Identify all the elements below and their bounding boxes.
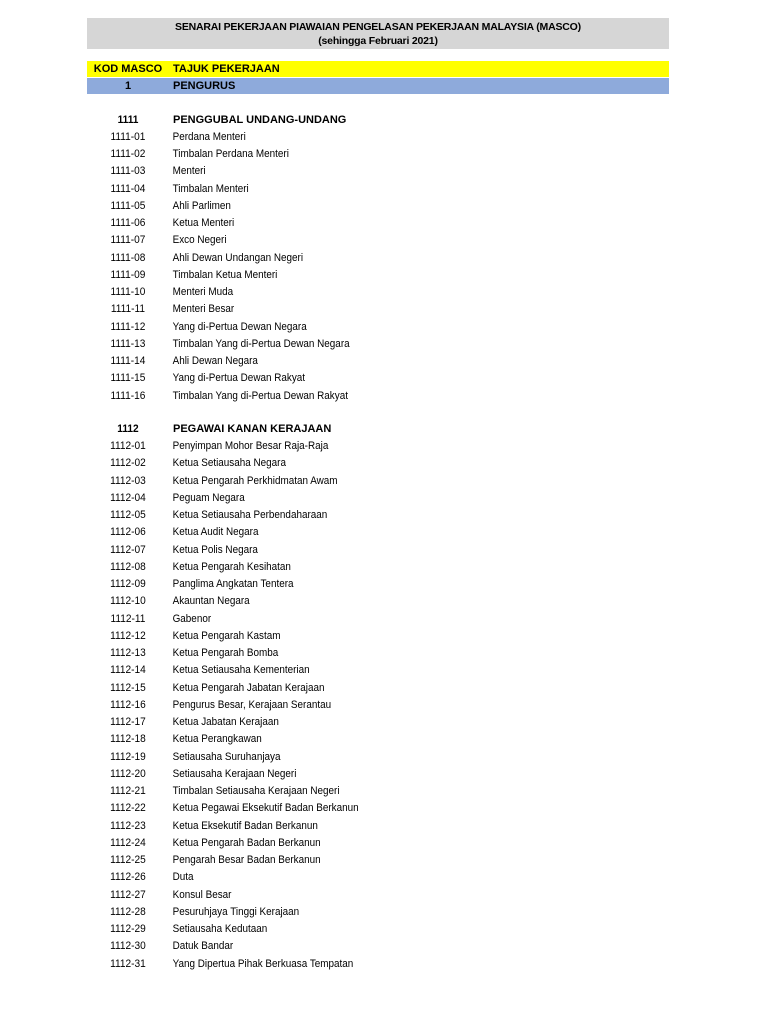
table-row [87, 765, 669, 782]
table-row [87, 506, 669, 523]
occupation-title: Setiausaha Suruhanjaya [172, 750, 281, 763]
table-row [87, 163, 669, 180]
table-row [87, 575, 669, 592]
occupation-code: 1111-11 [110, 303, 146, 316]
occupation-title: Ketua Setiausaha Perbendaharaan [172, 509, 328, 521]
masco-sheet [87, 18, 669, 972]
occupation-code: 1112-03 [110, 474, 146, 487]
occupation-title: Ketua Setiausaha Kementerian [172, 664, 310, 677]
table-row [87, 232, 669, 249]
occupation-groups [87, 94, 669, 972]
occupation-code: 1112-04 [110, 491, 146, 504]
occupation-title: Pengarah Besar Badan Berkanun [172, 854, 321, 866]
occupation-code: 1112-08 [110, 560, 146, 573]
occupation-title: Yang di-Pertua Dewan Negara [172, 320, 307, 333]
occupation-code: 1112-25 [110, 854, 146, 866]
major-group-row [87, 78, 669, 94]
occupation-title: Datuk Bandar [172, 940, 234, 953]
group-heading-row [87, 420, 669, 437]
group-spacer [87, 94, 669, 111]
occupation-code: 1112-18 [110, 733, 146, 746]
occupation-code: 1112-01 [110, 440, 146, 452]
occupation-title: Timbalan Menteri [172, 182, 249, 195]
occupation-code: 1112-02 [110, 457, 146, 470]
occupation-title: Akauntan Negara [172, 595, 250, 608]
table-row [87, 800, 669, 817]
column-header-code: KOD MASCO [93, 63, 163, 75]
occupation-title: Ketua Pengarah Jabatan Kerajaan [172, 681, 325, 694]
table-row [87, 782, 669, 799]
occupation-code: 1112-16 [110, 698, 146, 711]
table-row [87, 644, 669, 661]
table-row [87, 318, 669, 335]
table-row [87, 869, 669, 886]
occupation-title: Konsul Besar [172, 888, 232, 901]
occupation-code: 1112-31 [110, 957, 146, 970]
occupation-code: 1111-13 [110, 337, 146, 350]
table-row [87, 541, 669, 558]
table-row [87, 903, 669, 920]
occupation-code: 1112-10 [110, 595, 146, 608]
table-row [87, 696, 669, 713]
occupation-title: Ketua Setiausaha Negara [172, 457, 286, 470]
occupation-title: Ahli Dewan Negara [172, 355, 258, 368]
occupation-code: 1111-05 [110, 199, 146, 212]
occupation-code: 1111-03 [110, 165, 146, 178]
occupation-code: 1112-07 [110, 543, 146, 556]
document-title [87, 18, 669, 49]
occupation-code: 1112-24 [110, 836, 146, 849]
occupation-title: Gabenor [172, 612, 212, 625]
table-row [87, 180, 669, 197]
occupation-title: Peguam Negara [172, 491, 245, 504]
table-row [87, 558, 669, 575]
table-row [87, 817, 669, 834]
major-group-title: PENGURUS [173, 80, 236, 92]
occupation-title: Exco Negeri [172, 234, 227, 247]
occupation-title: Setiausaha Kerajaan Negeri [172, 767, 297, 780]
major-group-code: 1 [124, 80, 132, 92]
occupation-code: 1112-11 [110, 612, 146, 625]
occupation-code: 1112-29 [110, 923, 146, 935]
table-row [87, 283, 669, 300]
table-row [87, 370, 669, 387]
table-row [87, 145, 669, 162]
occupation-code: 1112-20 [110, 767, 146, 780]
table-row [87, 266, 669, 283]
table-row [87, 335, 669, 352]
table-row [87, 437, 669, 454]
occupation-code: 1112-21 [110, 785, 146, 797]
table-row [87, 955, 669, 972]
occupation-code: 1112-26 [110, 871, 146, 884]
occupation-code: 1112-09 [110, 578, 146, 590]
occupation-title: Timbalan Yang di-Pertua Dewan Negara [172, 337, 350, 350]
occupation-title: Ketua Jabatan Kerajaan [172, 716, 279, 728]
table-row [87, 593, 669, 610]
table-row [87, 662, 669, 679]
table-row [87, 128, 669, 145]
occupation-title: Timbalan Perdana Menteri [172, 148, 289, 161]
occupation-code: 1111-14 [110, 355, 146, 368]
occupation-title: Yang Dipertua Pihak Berkuasa Tempatan [172, 957, 354, 970]
occupation-title: Menteri Besar [172, 303, 235, 316]
occupation-code: 1111-01 [110, 130, 146, 143]
table-row [87, 610, 669, 627]
title-line-1: SENARAI PEKERJAAN PIAWAIAN PENGELASAN PEKERJAAN MALAYSIA (MASCO) [175, 20, 581, 33]
occupation-code: 1112-17 [110, 716, 146, 728]
occupation-title: Ketua Pengarah Badan Berkanun [172, 836, 321, 849]
occupation-title: Ketua Audit Negara [172, 526, 259, 539]
occupation-title: Menteri [172, 165, 206, 178]
occupation-code: 1112-23 [110, 819, 146, 832]
occupation-title: Perdana Menteri [172, 130, 246, 143]
occupation-code: 1112-30 [110, 940, 146, 953]
occupation-code: 1112-12 [110, 629, 146, 642]
occupation-title: Panglima Angkatan Tentera [172, 578, 294, 590]
occupation-code: 1112-15 [110, 681, 146, 694]
table-row [87, 472, 669, 489]
table-row [87, 731, 669, 748]
table-row [87, 679, 669, 696]
table-row [87, 387, 669, 404]
group-title: PEGAWAI KANAN KERAJAAN [173, 422, 332, 435]
occupation-title: Ketua Pengarah Kesihatan [172, 560, 291, 573]
occupation-code: 1112-22 [110, 802, 146, 815]
occupation-code: 1111-08 [110, 251, 146, 264]
group-code: 1111 [117, 113, 139, 126]
occupation-title: Timbalan Ketua Menteri [172, 268, 278, 281]
occupation-code: 1112-19 [110, 750, 146, 763]
table-row [87, 455, 669, 472]
occupation-title: Ketua Polis Negara [172, 543, 258, 556]
occupation-title: Duta [172, 871, 194, 884]
table-row [87, 834, 669, 851]
occupation-title: Ketua Pengarah Bomba [172, 647, 279, 659]
occupation-title: Setiausaha Kedutaan [172, 923, 268, 935]
table-row [87, 713, 669, 730]
group-heading-row [87, 111, 669, 128]
group-code: 1112 [117, 422, 139, 435]
title-line-2: (sehingga Februari 2021) [318, 34, 438, 47]
occupation-title: Ketua Pengarah Perkhidmatan Awam [172, 474, 338, 487]
occupation-title: Yang di-Pertua Dewan Rakyat [172, 372, 306, 385]
table-row [87, 214, 669, 231]
occupation-code: 1112-05 [110, 509, 146, 521]
occupation-code: 1112-28 [110, 905, 146, 918]
table-row [87, 249, 669, 266]
occupation-code: 1111-15 [110, 372, 146, 385]
occupation-code: 1111-06 [110, 217, 146, 230]
group-title: PENGGUBAL UNDANG-UNDANG [173, 113, 347, 126]
occupation-code: 1111-12 [110, 320, 146, 333]
occupation-title: Ketua Menteri [172, 217, 235, 230]
table-row [87, 920, 669, 937]
occupation-code: 1111-09 [110, 268, 146, 281]
occupation-title: Ahli Parlimen [172, 199, 231, 212]
table-row [87, 301, 669, 318]
occupation-title: Ketua Pegawai Eksekutif Badan Berkanun [172, 802, 359, 815]
table-row [87, 938, 669, 955]
occupation-title: Timbalan Yang di-Pertua Dewan Rakyat [172, 389, 348, 402]
occupation-title: Ketua Eksekutif Badan Berkanun [172, 819, 318, 832]
table-row [87, 627, 669, 644]
occupation-title: Pesuruhjaya Tinggi Kerajaan [172, 905, 300, 918]
column-header-row [87, 61, 669, 77]
table-row [87, 748, 669, 765]
table-row [87, 489, 669, 506]
occupation-title: Menteri Muda [172, 286, 234, 299]
table-row [87, 197, 669, 214]
occupation-title: Pengurus Besar, Kerajaan Serantau [172, 698, 332, 711]
occupation-title: Timbalan Setiausaha Kerajaan Negeri [172, 785, 340, 797]
occupation-code: 1111-02 [110, 148, 146, 161]
occupation-code: 1112-06 [110, 526, 146, 539]
occupation-code: 1111-07 [110, 234, 146, 247]
occupation-title: Ahli Dewan Undangan Negeri [172, 251, 304, 264]
group-spacer [87, 404, 669, 420]
occupation-code: 1112-14 [110, 664, 146, 677]
table-row [87, 851, 669, 868]
table-row [87, 886, 669, 903]
occupation-title: Penyimpan Mohor Besar Raja-Raja [172, 440, 329, 452]
column-header-title: TAJUK PEKERJAAN [173, 63, 280, 75]
table-row [87, 352, 669, 369]
table-row [87, 524, 669, 541]
occupation-code: 1111-04 [110, 182, 146, 195]
occupation-title: Ketua Pengarah Kastam [172, 629, 281, 642]
occupation-code: 1112-13 [110, 647, 146, 659]
occupation-title: Ketua Perangkawan [172, 733, 262, 746]
occupation-code: 1112-27 [110, 888, 146, 901]
occupation-code: 1111-16 [110, 389, 146, 402]
occupation-code: 1111-10 [110, 286, 146, 299]
